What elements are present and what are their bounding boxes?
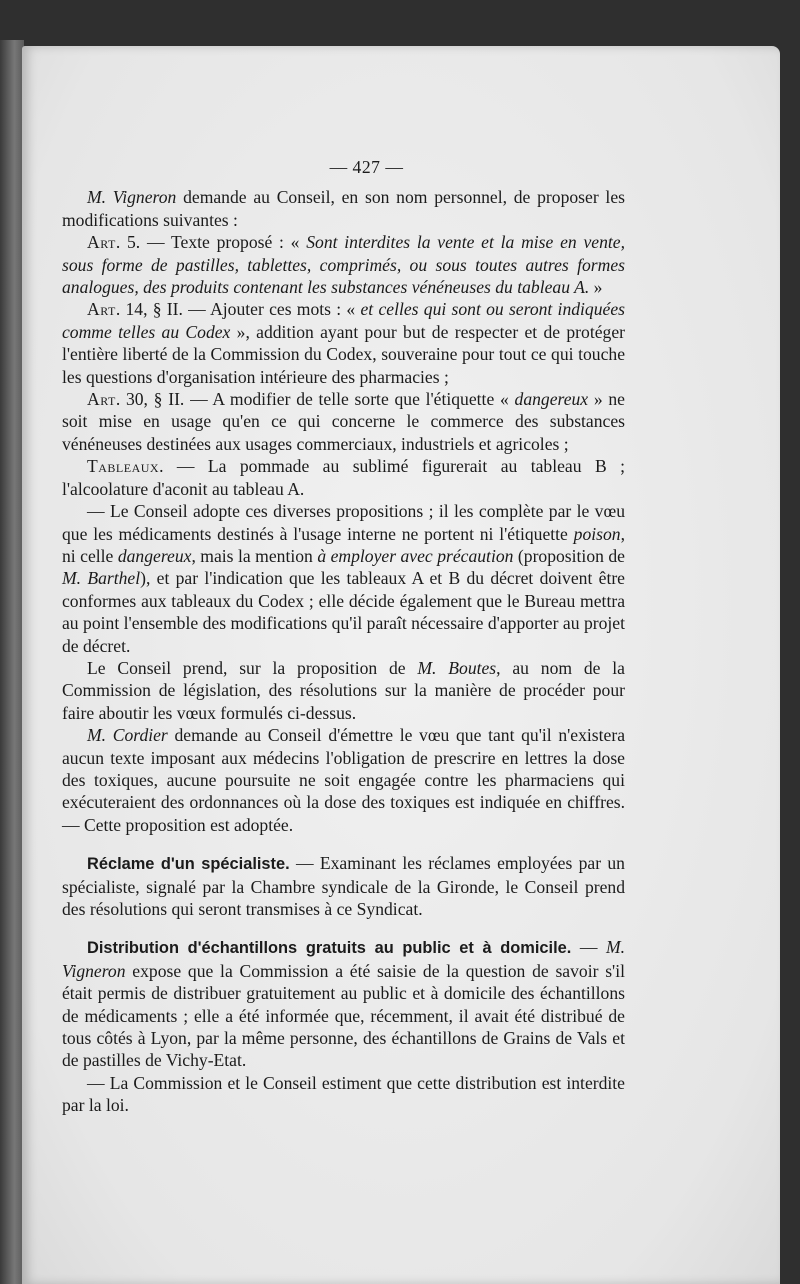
section-reclame: Réclame d'un spécialiste. — Examinant les réclames employées par un spécialiste, signalé par la Chambre syndicale de la Gironde, le Conseil prend des résolutions qui seront transmises à ce Syndicat. (62, 853, 625, 919)
paragraph-conseil-adopte: — Le Conseil adopte ces diverses propositions ; il les complète par le vœu que les médicaments destinés à l'usage interne ne portent ni l'étiquette poison, ni celle dangereux, mais la mention à employer avec précaution (proposition de M. Barthel), et par l'indication que les tableaux A et B du décret doivent être conformes aux tableaux du Codex ; elle décide également que le Bureau mettra au point l'ensemble des modifications qu'il paraît nécessaire d'apporter au projet de décret. (62, 501, 625, 656)
section-heading: Distribution d'échantillons gratuits au public et à domicile. (87, 939, 572, 958)
paragraph-conclusion: — La Commission et le Conseil estiment que cette distribution est interdite par la loi. (62, 1072, 625, 1116)
speaker-name: M. Cordier (87, 725, 168, 746)
adjacent-page-edge (0, 40, 24, 1284)
paragraph-vigneron-request: M. Vigneron demande au Conseil, en son nom personnel, de proposer les modifications suivantes : (62, 187, 625, 230)
paragraph-art-5: Art. 5. — Texte proposé : « Sont interdites la vente et la mise en vente, sous forme de pastilles, tablettes, comprimés, ou sous toutes autres formes analogues, des produits contenant les substances vénéneuses du tableau A. » (62, 232, 625, 298)
page-text-block (62, 156, 625, 1117)
paragraph-tableaux: Tableaux. — La pommade au sublimé figurerait au tableau B ; l'alcoolature d'aconit au tableau A. (62, 456, 625, 499)
article-label: Art (87, 299, 116, 320)
page-number: — 427 — (329, 157, 404, 177)
speaker-name: M. Vigneron (62, 937, 626, 981)
paragraph-cordier: M. Cordier demande au Conseil d'émettre le vœu que tant qu'il n'existera aucun texte imposant aux médecins l'obligation de prescrire en lettres la dose des toxiques, aucune poursuite ne soit engagée contre les pharmaciens qui exécuteraient des ordonnances où la dose des toxiques est indiquée en chiffres. — Cette proposition est adoptée. (62, 725, 625, 835)
paragraph-art-14: Art. 14, § II. — Ajouter ces mots : « et celles qui sont ou seront indiquées comme telles au Codex », addition ayant pour but de respecter et de protéger l'entière liberté de la Commission du Codex, souveraine pour tout ce qui touche les questions d'organisation intérieure des pharmacies ; (62, 299, 625, 387)
paragraph-conseil-prend: Le Conseil prend, sur la proposition de M. Boutes, au nom de la Commission de législation, des résolutions sur la manière de procéder pour faire aboutir les vœux formulés ci-dessus. (62, 657, 625, 723)
article-label: Art (87, 232, 116, 253)
section-distribution: Distribution d'échantillons gratuits au public et à domicile. — M. Vigneron expose que la Commission a été saisie de la question de savoir s'il était permis de distribuer gratuitement au public et à domicile des échantillons de médicaments ; elle a été informée que, récemment, il avait été distribué de tous côtés à Lyon, par la même personne, des échantillons de Grains de Vals et de pastilles de Vichy-Etat. (62, 937, 626, 1071)
tableaux-label: Tableaux (87, 456, 160, 477)
paragraph-art-30: Art. 30, § II. — A modifier de telle sorte que l'étiquette « dangereux » ne soit mise en usage qu'en ce qui concerne le commerce des substances vénéneuses destinées aux usages commerciaux, industriels et agricoles ; (62, 389, 625, 454)
section-heading: Réclame d'un spécialiste. (87, 855, 290, 874)
article-label: Art (87, 389, 116, 410)
speaker-name: M. Vigneron (87, 187, 177, 208)
